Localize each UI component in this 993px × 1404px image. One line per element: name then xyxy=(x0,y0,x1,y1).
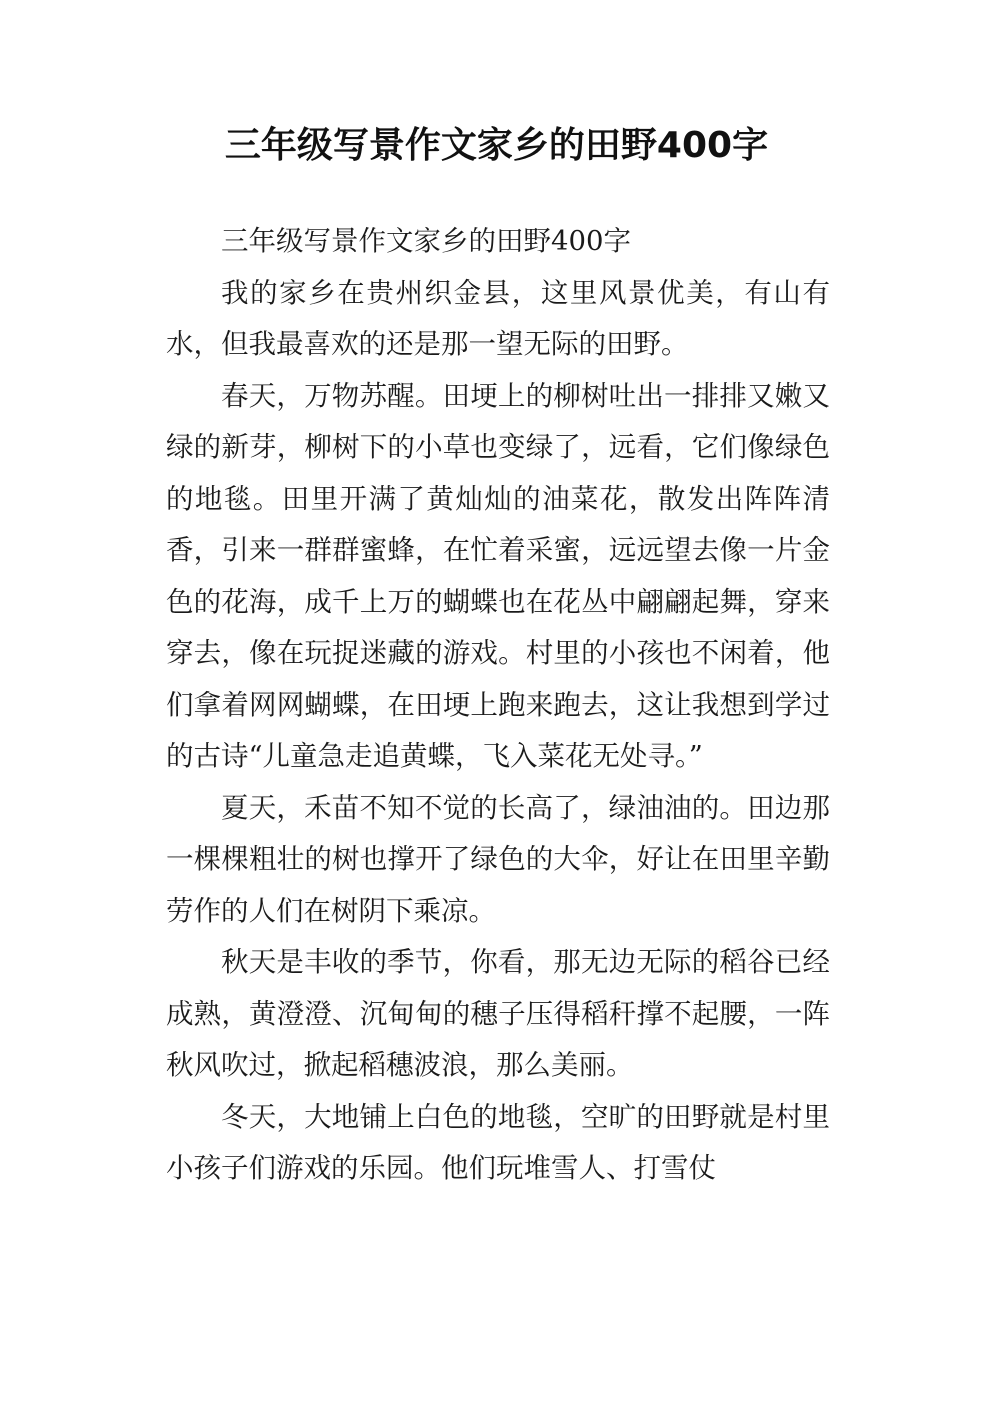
document-body xyxy=(166,216,830,1195)
paragraph-intro: 我的家乡在贵州织金县，这里风景优美，有山有水，但我最喜欢的还是那一望无际的田野。 xyxy=(166,276,830,360)
document-title: 三年级写景作文家乡的田野400字 xyxy=(224,125,769,166)
paragraph-heading-repeat: 三年级写景作文家乡的田野400字 xyxy=(221,225,631,257)
paragraph-summer: 夏天，禾苗不知不觉的长高了，绿油油的。田边那一棵棵粗壮的树也撑开了绿色的大伞，好让在田里辛勤劳作的人们在树阴下乘凉。 xyxy=(166,791,830,927)
paragraph-winter: 冬天，大地铺上白色的地毯，空旷的田野就是村里小孩子们游戏的乐园。他们玩堆雪人、打雪仗 xyxy=(166,1100,830,1184)
paragraph-spring: 春天，万物苏醒。田埂上的柳树吐出一排排又嫩又绿的新芽，柳树下的小草也变绿了，远看，它们像绿色的地毯。田里开满了黄灿灿的油菜花，散发出阵阵清香，引来一群群蜜蜂，在忙着采蜜，远远望去像一片金色的花海，成千上万的蝴蝶也在花丛中翩翩起舞，穿来穿去，像在玩捉迷藏的游戏。村里的小孩也不闲着，他们拿着网网蝴蝶，在田埂上跑来跑去，这让我想到学过的古诗“儿童急走追黄蝶，飞入菜花无处寻。” xyxy=(166,379,830,772)
paragraph-autumn: 秋天是丰收的季节，你看，那无边无际的稻谷已经成熟，黄澄澄、沉甸甸的穗子压得稻秆撑不起腰，一阵秋风吹过，掀起稻穗波浪，那么美丽。 xyxy=(166,946,830,1081)
